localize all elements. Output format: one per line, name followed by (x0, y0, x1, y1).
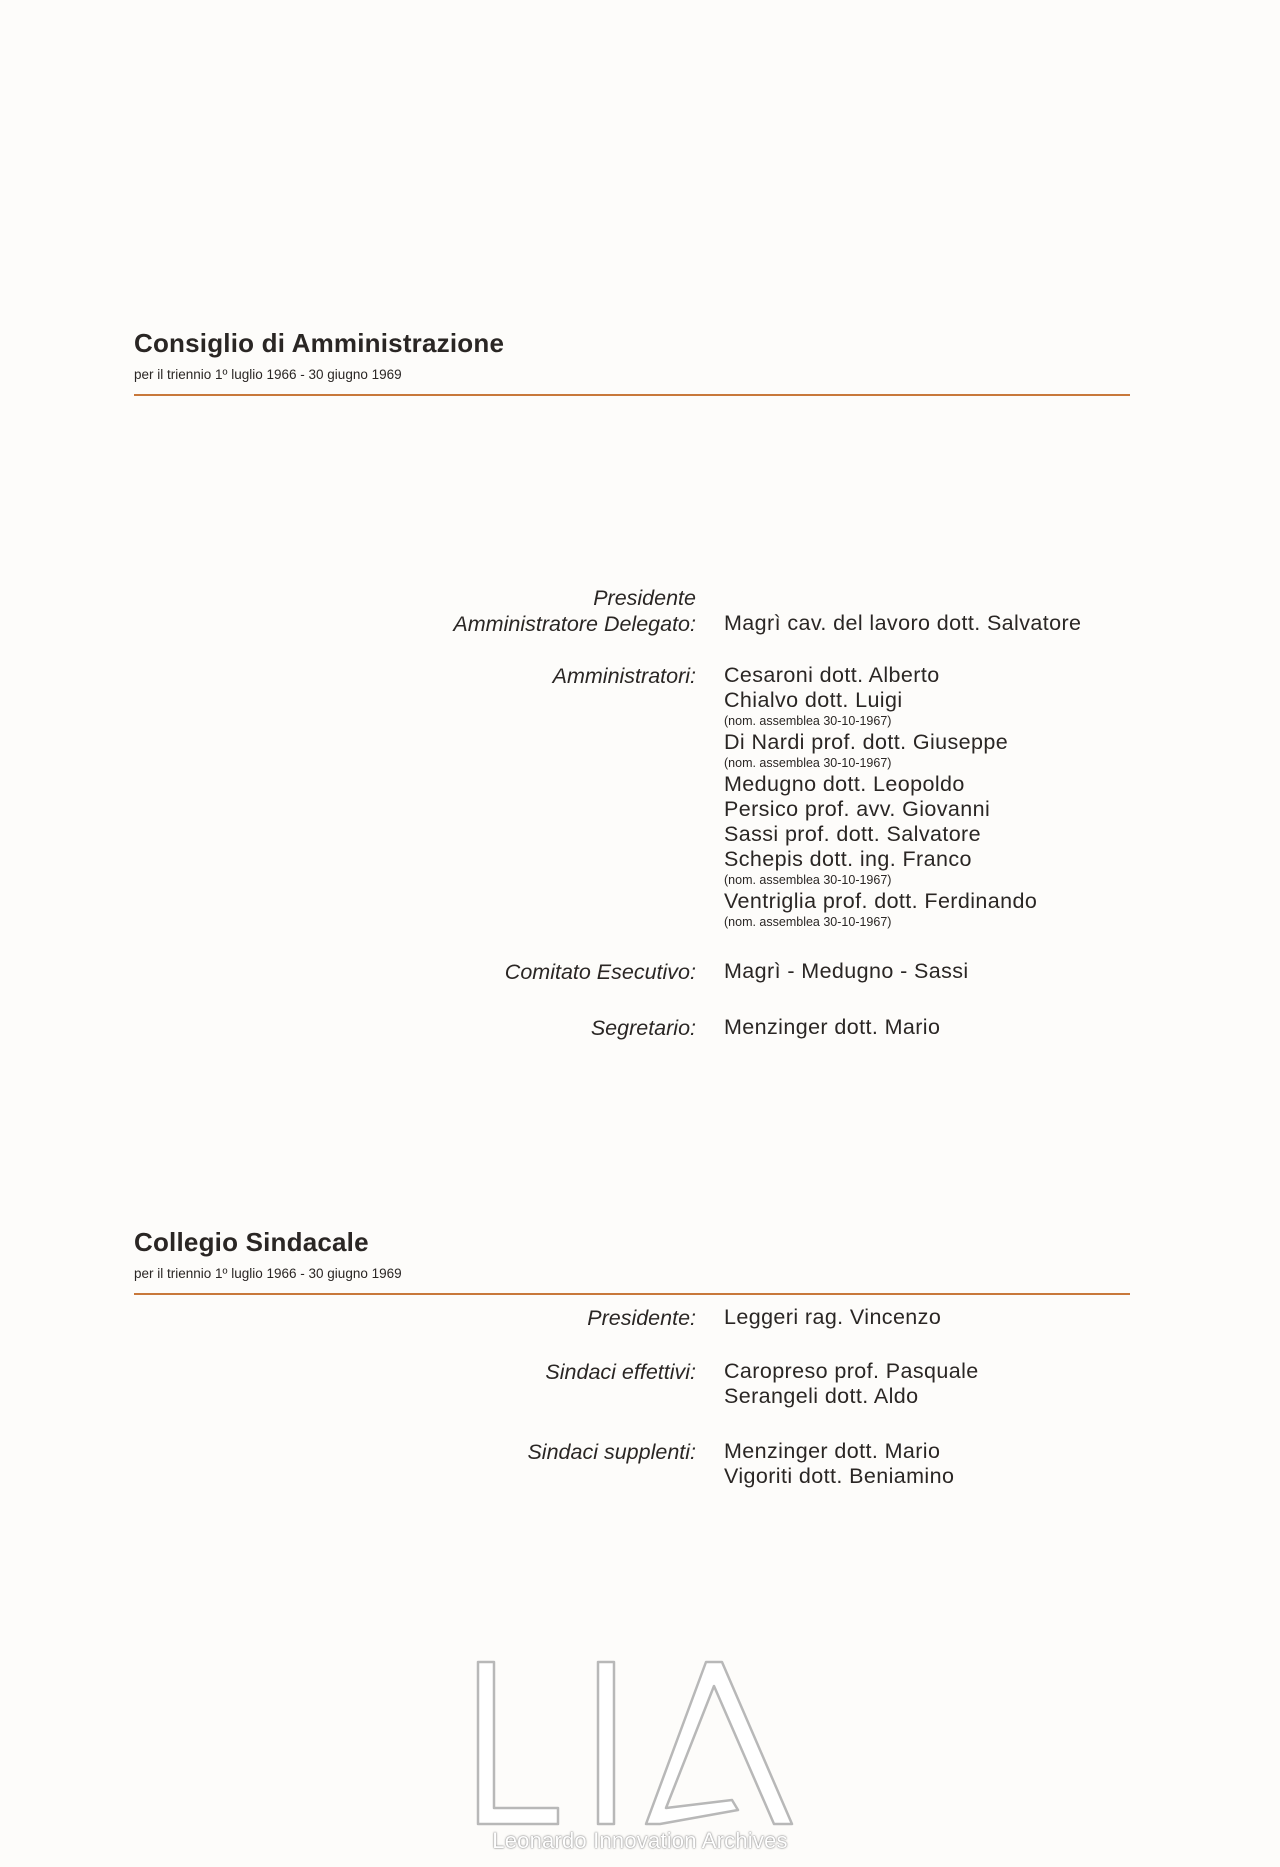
member-name: Di Nardi prof. dott. Giuseppe (724, 730, 1009, 754)
president-label (0, 585, 696, 637)
comitato-label: Comitato Esecutivo: (504, 960, 696, 984)
collegio-presidente-row (0, 1305, 1280, 1331)
member-note: (nom. assemblea 30-10-1967) (724, 756, 892, 770)
collegio-header (134, 1227, 1130, 1295)
collegio-presidente-label: Presidente: (587, 1306, 696, 1330)
lia-logo-icon (470, 1650, 810, 1830)
comitato-values (724, 959, 1184, 985)
consiglio-header (134, 328, 1130, 396)
member-note: (nom. assemblea 30-10-1967) (724, 915, 892, 929)
lia-watermark-logo (470, 1650, 810, 1860)
consiglio-rows (0, 585, 1280, 1041)
sindaco-name: Caropreso prof. Pasquale (724, 1359, 979, 1383)
member-name: Cesaroni dott. Alberto (724, 663, 940, 687)
member-note: (nom. assemblea 30-10-1967) (724, 714, 892, 728)
segretario-name: Menzinger dott. Mario (724, 1015, 941, 1039)
collegio-title: Collegio Sindacale (134, 1227, 369, 1257)
member-note: (nom. assemblea 30-10-1967) (724, 873, 892, 887)
sindaci-effettivi-row (0, 1359, 1280, 1409)
collegio-presidente-name: Leggeri rag. Vincenzo (724, 1305, 942, 1329)
consiglio-divider (134, 394, 1130, 396)
collegio-divider (134, 1293, 1130, 1295)
member-name: Schepis dott. ing. Franco (724, 847, 972, 871)
segretario-values (724, 1015, 1184, 1041)
member-name: Persico prof. avv. Giovanni (724, 797, 991, 821)
member-name: Ventriglia prof. dott. Ferdinando (724, 889, 1038, 913)
sindaci-supplenti-list (724, 1439, 1184, 1489)
member-name: Sassi prof. dott. Salvatore (724, 822, 981, 846)
president-row (0, 585, 1280, 637)
member-name: Medugno dott. Leopoldo (724, 772, 965, 796)
president-label-line1: Presidente (593, 586, 696, 610)
lia-caption: Leonardo Innovation Archives (492, 1828, 788, 1853)
sindaci-supplenti-row (0, 1439, 1280, 1489)
segretario-label: Segretario: (590, 1016, 696, 1040)
president-name: Magrì cav. del lavoro dott. Salvatore (724, 611, 1082, 635)
amministratori-list (724, 663, 1184, 931)
collegio-presidente-values (724, 1305, 1184, 1331)
sindaci-supplenti-label: Sindaci supplenti: (527, 1440, 696, 1464)
collegio-subtitle: per il triennio 1º luglio 1966 - 30 giugno 1969 (134, 1266, 402, 1281)
president-values (724, 585, 1184, 637)
comitato-row (0, 959, 1280, 985)
segretario-row (0, 1015, 1280, 1041)
sindaco-name: Serangeli dott. Aldo (724, 1384, 919, 1408)
collegio-rows (0, 1305, 1280, 1489)
comitato-members: Magrì - Medugno - Sassi (724, 959, 969, 983)
consiglio-title: Consiglio di Amministrazione (134, 328, 505, 358)
sindaco-name: Vigoriti dott. Beniamino (724, 1464, 955, 1488)
sindaci-effettivi-label: Sindaci effettivi: (545, 1360, 696, 1384)
amministratori-row (0, 663, 1280, 931)
amministratori-label: Amministratori: (552, 664, 696, 688)
president-label-line2: Amministratore Delegato: (453, 612, 696, 636)
consiglio-subtitle: per il triennio 1º luglio 1966 - 30 giugno 1969 (134, 367, 402, 382)
member-name: Chialvo dott. Luigi (724, 688, 903, 712)
sindaco-name: Menzinger dott. Mario (724, 1439, 941, 1463)
sindaci-effettivi-list (724, 1359, 1184, 1409)
